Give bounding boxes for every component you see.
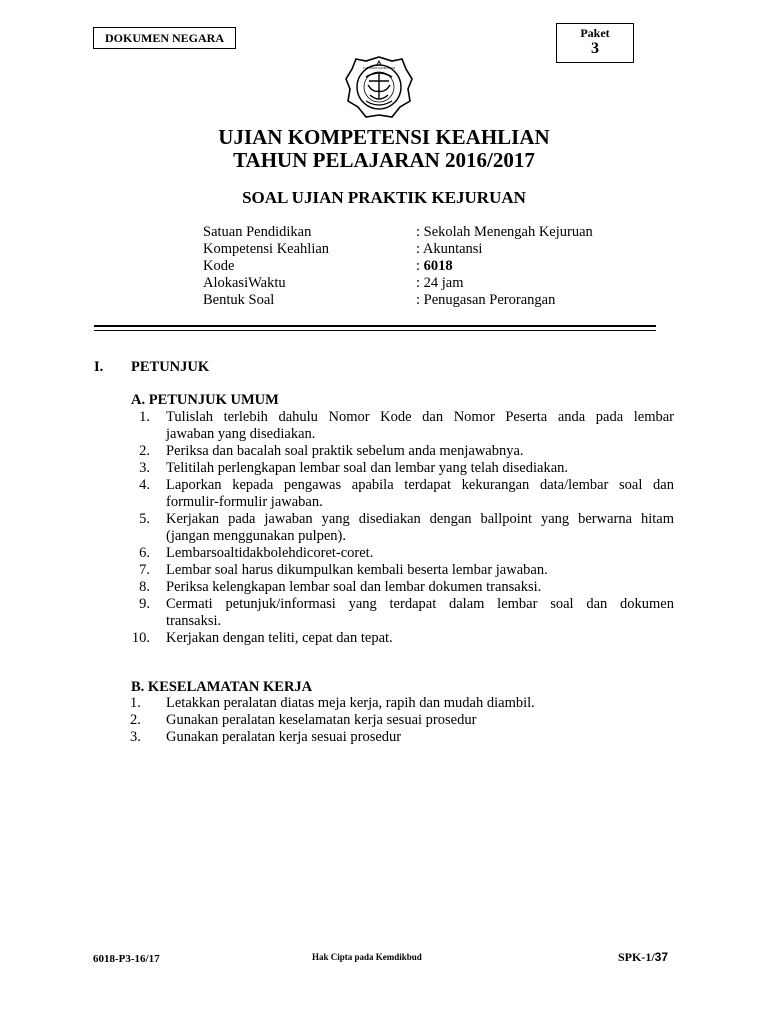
info-label-waktu: AlokasiWaktu [203, 275, 286, 291]
list-item-number: 10. [131, 630, 150, 646]
list-item-number: 4. [139, 477, 150, 493]
exam-title-line1: UJIAN KOMPETENSI KEAHLIAN [218, 125, 550, 149]
document-classification-label: DOKUMEN NEGARA [93, 27, 236, 49]
kode-prefix: : [416, 258, 424, 274]
list-item-number: 3. [139, 460, 150, 476]
info-label-satuan: Satuan Pendidikan [203, 224, 312, 240]
list-item-number: 6. [139, 545, 150, 561]
section-title: PETUNJUK [131, 359, 210, 375]
page-prefix: SPK-1/ [618, 950, 655, 964]
info-value-waktu: : 24 jam [416, 275, 464, 291]
footer-copyright: Hak Cipta pada Kemdikbud [312, 952, 422, 962]
list-item-number: 5. [139, 511, 150, 527]
paket-box [556, 23, 634, 63]
list-item-text: Cermati petunjuk/informasi yang terdapat dalam lembar soal dan dokumen [166, 596, 674, 612]
list-item-text: Periksa dan bacalah soal praktik sebelum anda menjawabnya. [166, 443, 524, 459]
list-item-text-cont: jawaban yang disediakan. [166, 426, 316, 442]
list-item-text-cont: (jangan menggunakan pulpen). [166, 528, 346, 544]
info-label-kompetensi: Kompetensi Keahlian [203, 241, 330, 257]
list-item-text: Gunakan peralatan keselamatan kerja sesuai prosedur [166, 712, 477, 728]
list-item-text: Telitilah perlengkapan lembar soal dan lembar yang telah disediakan. [166, 460, 569, 476]
list-item-text: Gunakan peralatan kerja sesuai prosedur [166, 729, 402, 745]
logo-text: TUT WURI HANDAYANI [362, 66, 396, 70]
exam-subtitle: SOAL UJIAN PRAKTIK KEJURUAN [242, 188, 526, 207]
paket-label: Paket [580, 26, 610, 40]
info-label-bentuk: Bentuk Soal [203, 292, 275, 308]
list-item-number: 1. [130, 695, 141, 711]
list-item-number: 9. [139, 596, 150, 612]
list-item-number: 2. [130, 712, 141, 728]
petunjuk-umum-heading: A. PETUNJUK UMUM [131, 392, 279, 408]
kode-number: 6018 [423, 258, 453, 274]
info-value-kompetensi: : Akuntansi [416, 241, 483, 257]
divider-rule-bottom [94, 330, 656, 331]
info-value-bentuk: : Penugasan Perorangan [416, 292, 556, 308]
section-number: I. [94, 359, 104, 375]
list-item-text-cont: transaksi. [166, 613, 222, 629]
list-item-number: 1. [139, 409, 150, 425]
list-item-text: Tulislah terlebih dahulu Nomor Kode dan Nomor Peserta anda pada lembar [166, 409, 674, 425]
exam-title-line2: TAHUN PELAJARAN 2016/2017 [233, 148, 535, 172]
footer-document-code: 6018-P3-16/17 [93, 953, 160, 965]
info-value-satuan: : Sekolah Menengah Kejuruan [416, 224, 593, 240]
list-item-number: 2. [139, 443, 150, 459]
list-item-text: Kerjakan dengan teliti, cepat dan tepat. [166, 630, 393, 646]
list-item-text: Periksa kelengkapan lembar soal dan lembar dokumen transaksi. [166, 579, 542, 595]
list-item-text: Letakkan peralatan diatas meja kerja, rapih dan mudah diambil. [166, 695, 535, 711]
info-value-kode [416, 258, 453, 275]
list-item-number: 8. [139, 579, 150, 595]
divider-rule-top [94, 325, 656, 327]
list-item-text-cont: formulir-formulir jawaban. [166, 494, 323, 510]
tut-wuri-handayani-logo [344, 55, 414, 121]
list-item-number: 7. [139, 562, 150, 578]
list-item-text: Laporkan kepada pengawas apabila terdapat kekurangan data/lembar soal dan [166, 477, 674, 493]
page-total: 37 [654, 950, 669, 964]
paket-number: 3 [591, 40, 599, 57]
list-item-text: Kerjakan pada jawaban yang disediakan dengan ballpoint yang berwarna hitam [166, 511, 674, 527]
info-label-kode: Kode [203, 258, 235, 274]
list-item-text: Lembar soal harus dikumpulkan kembali beserta lembar jawaban. [166, 562, 548, 578]
list-item-number: 3. [130, 729, 141, 745]
list-item-text: Lembarsoaltidakbolehdicoret-coret. [166, 545, 374, 561]
footer-page-number [618, 950, 668, 964]
keselamatan-heading: B. KESELAMATAN KERJA [131, 679, 313, 695]
